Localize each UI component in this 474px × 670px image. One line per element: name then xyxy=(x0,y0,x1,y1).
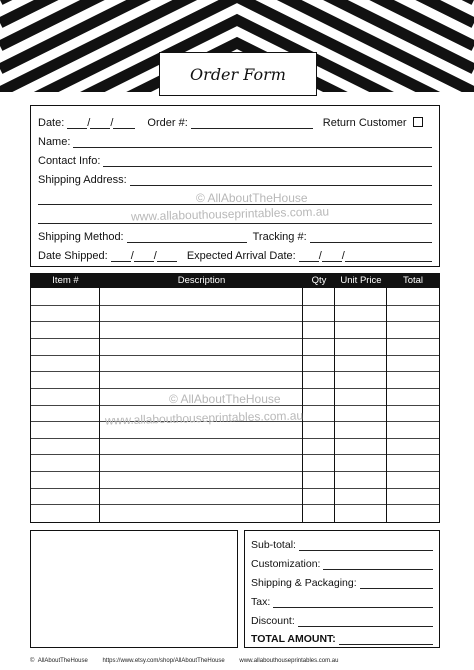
header-unit-price: Unit Price xyxy=(340,275,382,286)
shipping-method-label: Shipping Method: xyxy=(38,231,124,243)
table-row-line xyxy=(31,454,439,455)
contact-row xyxy=(38,151,432,167)
shipped-year-field[interactable] xyxy=(157,249,177,262)
shipping-method-row xyxy=(38,227,432,243)
discount-row xyxy=(251,613,433,627)
header-qty: Qty xyxy=(311,275,327,286)
contact-info-field[interactable] xyxy=(103,154,432,167)
tax-label: Tax: xyxy=(251,596,271,608)
column-divider xyxy=(99,274,100,522)
footer-etsy-link[interactable]: https://www.etsy.com/shop/AllAboutTheHouse xyxy=(102,658,225,664)
shipping-packaging-label: Shipping & Packaging: xyxy=(251,577,357,589)
shipping-packaging-field[interactable] xyxy=(360,576,433,589)
page-title-text: Order Form xyxy=(190,64,286,84)
name-label: Name: xyxy=(38,136,71,148)
order-number-label: Order #: xyxy=(147,117,188,129)
tax-row xyxy=(251,594,433,608)
date-shipped-row xyxy=(38,246,432,262)
column-divider xyxy=(334,274,335,522)
date-order-row xyxy=(38,113,432,129)
date-separator: / xyxy=(110,117,114,129)
subtotal-label: Sub-total: xyxy=(251,539,296,551)
shipping-address-field[interactable] xyxy=(130,173,432,186)
watermark-brand: © AllAboutTheHouse xyxy=(169,392,281,406)
date-separator: / xyxy=(153,250,157,262)
date-day-field[interactable] xyxy=(67,116,87,129)
page-title xyxy=(159,52,317,96)
customization-label: Customization: xyxy=(251,558,321,570)
subtotal-row xyxy=(251,537,433,551)
table-row-line xyxy=(31,355,439,356)
tracking-label: Tracking #: xyxy=(252,231,307,243)
shipping-packaging-row xyxy=(251,575,433,589)
date-label: Date: xyxy=(38,117,65,129)
tax-field[interactable] xyxy=(273,595,433,608)
table-row-line xyxy=(31,338,439,339)
arrival-year-field[interactable] xyxy=(345,249,432,262)
discount-field[interactable] xyxy=(298,614,433,627)
footer-copyright: © AllAboutTheHouse xyxy=(30,658,88,664)
table-row-line xyxy=(31,488,439,489)
items-table-header xyxy=(31,274,439,288)
total-amount-field[interactable] xyxy=(339,632,433,645)
subtotal-field[interactable] xyxy=(299,538,433,551)
order-number-field[interactable] xyxy=(191,116,313,129)
order-info-section xyxy=(30,105,440,267)
date-separator: / xyxy=(130,250,134,262)
shipped-day-field[interactable] xyxy=(111,249,131,262)
watermark-url: www.allabouthouseprintables.com.au xyxy=(130,204,330,224)
table-row-line xyxy=(31,371,439,372)
contact-info-label: Contact Info: xyxy=(38,155,101,167)
table-row-line xyxy=(31,504,439,505)
table-row-line xyxy=(31,388,439,389)
watermark-brand: © AllAboutTheHouse xyxy=(196,191,308,205)
date-separator: / xyxy=(318,250,322,262)
table-row-line xyxy=(31,471,439,472)
table-row-line xyxy=(31,438,439,439)
return-customer-checkbox[interactable] xyxy=(413,117,423,127)
tracking-field[interactable] xyxy=(310,230,432,243)
items-table xyxy=(30,273,440,523)
header-item-number: Item # xyxy=(52,275,79,286)
table-row-line xyxy=(31,305,439,306)
discount-label: Discount: xyxy=(251,615,295,627)
totals-section xyxy=(244,530,440,648)
return-customer-label: Return Customer xyxy=(322,117,407,129)
date-separator: / xyxy=(341,250,345,262)
footer-site-link[interactable]: www.allabouthouseprintables.com.au xyxy=(239,658,339,664)
expected-arrival-label: Expected Arrival Date: xyxy=(186,250,296,262)
shipping-method-field[interactable] xyxy=(127,230,247,243)
date-month-field[interactable] xyxy=(90,116,110,129)
date-separator: / xyxy=(87,117,91,129)
total-amount-row xyxy=(251,631,433,645)
notes-box[interactable] xyxy=(30,530,238,648)
footer xyxy=(30,658,338,664)
shipping-address-row xyxy=(38,170,432,186)
arrival-day-field[interactable] xyxy=(299,249,319,262)
header-total: Total xyxy=(402,275,424,286)
table-row-line xyxy=(31,321,439,322)
watermark-url: www.allabouthouseprintables.com.au xyxy=(104,408,304,428)
shipping-address-label: Shipping Address: xyxy=(38,174,127,186)
name-field[interactable] xyxy=(73,135,432,148)
column-divider xyxy=(386,274,387,522)
date-year-field[interactable] xyxy=(113,116,135,129)
header-description: Description xyxy=(177,275,226,286)
customization-field[interactable] xyxy=(323,557,433,570)
total-amount-label: TOTAL AMOUNT: xyxy=(251,633,336,645)
name-row xyxy=(38,132,432,148)
column-divider xyxy=(302,274,303,522)
date-shipped-label: Date Shipped: xyxy=(38,250,108,262)
arrival-month-field[interactable] xyxy=(322,249,342,262)
customization-row xyxy=(251,556,433,570)
shipped-month-field[interactable] xyxy=(134,249,154,262)
